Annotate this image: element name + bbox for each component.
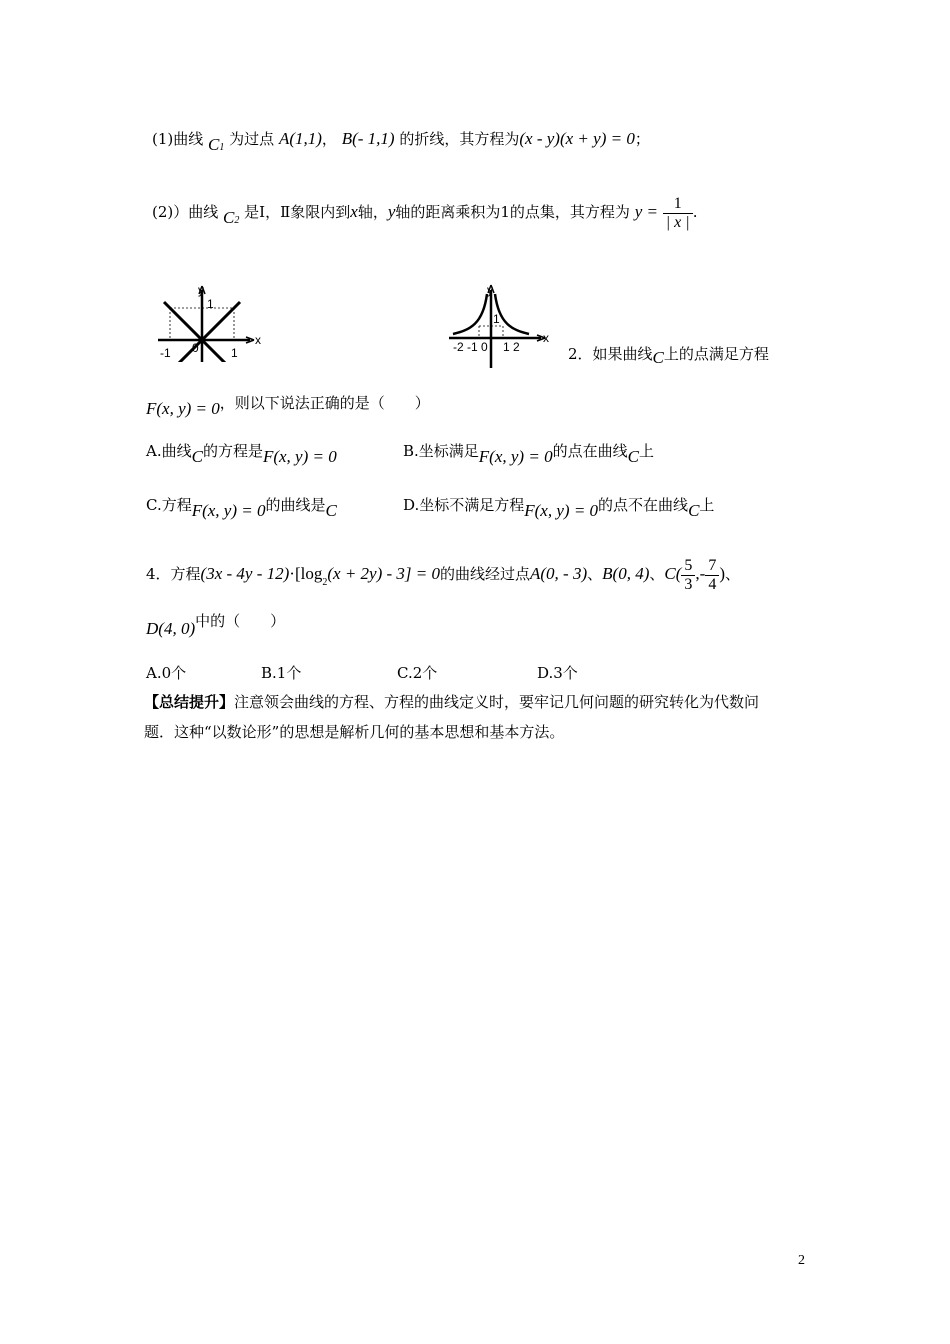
- item2-eq-lhs: y =: [634, 202, 658, 221]
- q2-optB-eq: F(x, y) = 0: [478, 447, 553, 466]
- q2-option-d[interactable]: [403, 494, 715, 520]
- q4-text-b: 中的（ ）: [195, 612, 286, 630]
- q4-optB-text: B.1个: [261, 664, 302, 682]
- q4-sep3: 、: [724, 565, 740, 583]
- q2-option-c[interactable]: [146, 494, 337, 520]
- q4-optC-text: C.2个: [397, 664, 438, 682]
- graph-reciprocal: [445, 280, 560, 370]
- q2-number: 2．如果曲线: [568, 345, 653, 363]
- q4-optD-text: D.3个: [537, 664, 578, 682]
- var-y: y: [387, 202, 396, 221]
- q2-option-a[interactable]: [146, 440, 337, 466]
- q4-point-d: D(4, 0): [146, 619, 196, 638]
- var-x: x: [350, 202, 358, 221]
- curve-c1: $C_1$: [208, 135, 225, 154]
- q2-text-a: 上的点满足方程: [663, 345, 769, 363]
- summary-line1: [144, 691, 759, 713]
- graph1-tick-0: 0: [192, 341, 199, 355]
- q4-eq-b: (x + 2y) - 3] = 0: [327, 564, 440, 583]
- q2-optC-eq: F(x, y) = 0: [191, 501, 266, 520]
- graph2-label-x: x: [543, 331, 549, 345]
- q4-sep1: 、: [587, 565, 603, 583]
- summary-text-1: 注意领会曲线的方程、方程的曲线定义时，要牢记几何问题的研究转化为代数问: [234, 693, 760, 711]
- q2-optC-curve: C: [325, 501, 337, 520]
- period: .: [692, 203, 698, 221]
- q4-c-mid: ,-: [695, 564, 706, 583]
- graph2-ticks-right: 1 2: [503, 340, 520, 354]
- q4-frac-7-4: $\frac{7}{4}$: [705, 557, 719, 594]
- q2-equation: F(x, y) = 0: [146, 399, 220, 418]
- q2-optA-text: 的方程是: [202, 442, 263, 460]
- q4-frac-5-3: $\frac{5}{3}$: [681, 557, 695, 594]
- summary-text-2: 题．这种“以数论形”的思想是解析几何的基本思想和基本方法。: [144, 723, 565, 741]
- q4-eq-log-base: 2: [322, 577, 328, 588]
- q2-curve: C: [652, 348, 664, 367]
- point-b: B(- 1,1): [341, 129, 395, 148]
- q2-optA-eq: F(x, y) = 0: [262, 447, 337, 466]
- item2-text-a: 是Ⅰ，Ⅱ象限内到: [244, 203, 351, 221]
- graph2-tick-1y: 1: [493, 312, 500, 326]
- graph1-label-y: y: [198, 283, 204, 297]
- q2-optB-end: 上: [638, 442, 654, 460]
- q4-option-c[interactable]: [397, 662, 437, 684]
- q4-sep2: 、: [649, 565, 665, 583]
- q4-option-b[interactable]: [261, 662, 301, 684]
- graph2-curve-right: [495, 294, 529, 334]
- q2-stem-line2: [146, 392, 430, 418]
- q2-optA-curve: C: [191, 447, 203, 466]
- q4-text-a: 的曲线经过点: [440, 565, 531, 583]
- q4-stem-line1: [146, 554, 740, 597]
- q2-optA-label: A.曲线: [146, 442, 192, 460]
- summary-line2: [144, 721, 564, 743]
- q2-optB-text: 的点在曲线: [552, 442, 628, 460]
- item1-text-b: 的折线，其方程为: [399, 130, 520, 148]
- item1-equation: (x - y)(x + y) = 0: [519, 129, 635, 148]
- q2-optC-text: 的曲线是: [265, 496, 326, 514]
- item2-text-c: 轴的距离乘积为1的点集，其方程为: [395, 203, 630, 221]
- q4-eq-a: (3x - 4y - 12): [200, 564, 290, 583]
- q4-point-b: B(0, 4): [602, 564, 650, 583]
- q2-stem-line1: [568, 343, 769, 365]
- q4-eq-dot: ·: [289, 564, 295, 583]
- item1-line: [152, 128, 650, 153]
- graph1-label-x: x: [255, 333, 261, 347]
- q4-point-c-post: ): [719, 564, 725, 583]
- q2-text-b: ，则以下说法正确的是（ ）: [219, 394, 430, 412]
- graph1-tick-1x: 1: [231, 346, 238, 360]
- item1-prefix: (1)曲线: [152, 130, 204, 148]
- point-a: A(1,1): [278, 129, 322, 148]
- q4-optA-text: A.0个: [146, 664, 187, 682]
- item2-line: [152, 192, 697, 235]
- q4-point-a: A(0, - 3): [530, 564, 588, 583]
- summary-heading: 【总结提升】: [144, 693, 235, 711]
- q2-optC-label: C.方程: [146, 496, 192, 514]
- q2-optD-curve: C: [688, 501, 700, 520]
- graph1-tick-neg1: -1: [160, 346, 171, 360]
- q4-point-c-pre: C(: [664, 564, 682, 583]
- q2-optD-label: D.坐标不满足方程: [403, 496, 525, 514]
- graph2-curve-left: [453, 294, 487, 334]
- q2-optD-eq: F(x, y) = 0: [524, 501, 599, 520]
- item2-fraction: $\frac{1}{| x |}$: [663, 195, 693, 232]
- q2-optD-end: 上: [699, 496, 715, 514]
- item1-text-a: 为过点: [229, 130, 275, 148]
- curve-c2: $C_2$: [223, 208, 240, 227]
- graph2-ticks-left: -2 -1 0: [453, 340, 488, 354]
- q4-option-d[interactable]: [537, 662, 578, 684]
- graph-fold-line: [150, 282, 275, 362]
- q4-eq-log: [log: [294, 564, 323, 583]
- graph2-label-y: y: [487, 283, 493, 297]
- item2-prefix: (2)）曲线: [152, 203, 219, 221]
- q2-optB-label: B.坐标满足: [403, 442, 479, 460]
- q2-optD-text: 的点不在曲线: [598, 496, 689, 514]
- q2-optB-curve: C: [627, 447, 639, 466]
- q2-option-b[interactable]: [403, 440, 654, 466]
- q4-stem-line2: [146, 610, 286, 638]
- q4-number: 4．方程: [146, 565, 201, 583]
- semicolon: ；: [634, 130, 650, 148]
- comma: ，: [321, 130, 337, 148]
- graph1-tick-1y: 1: [207, 297, 214, 311]
- q4-option-a[interactable]: [146, 662, 186, 684]
- item2-text-b: 轴，: [357, 203, 388, 221]
- page-number: 2: [798, 1253, 805, 1268]
